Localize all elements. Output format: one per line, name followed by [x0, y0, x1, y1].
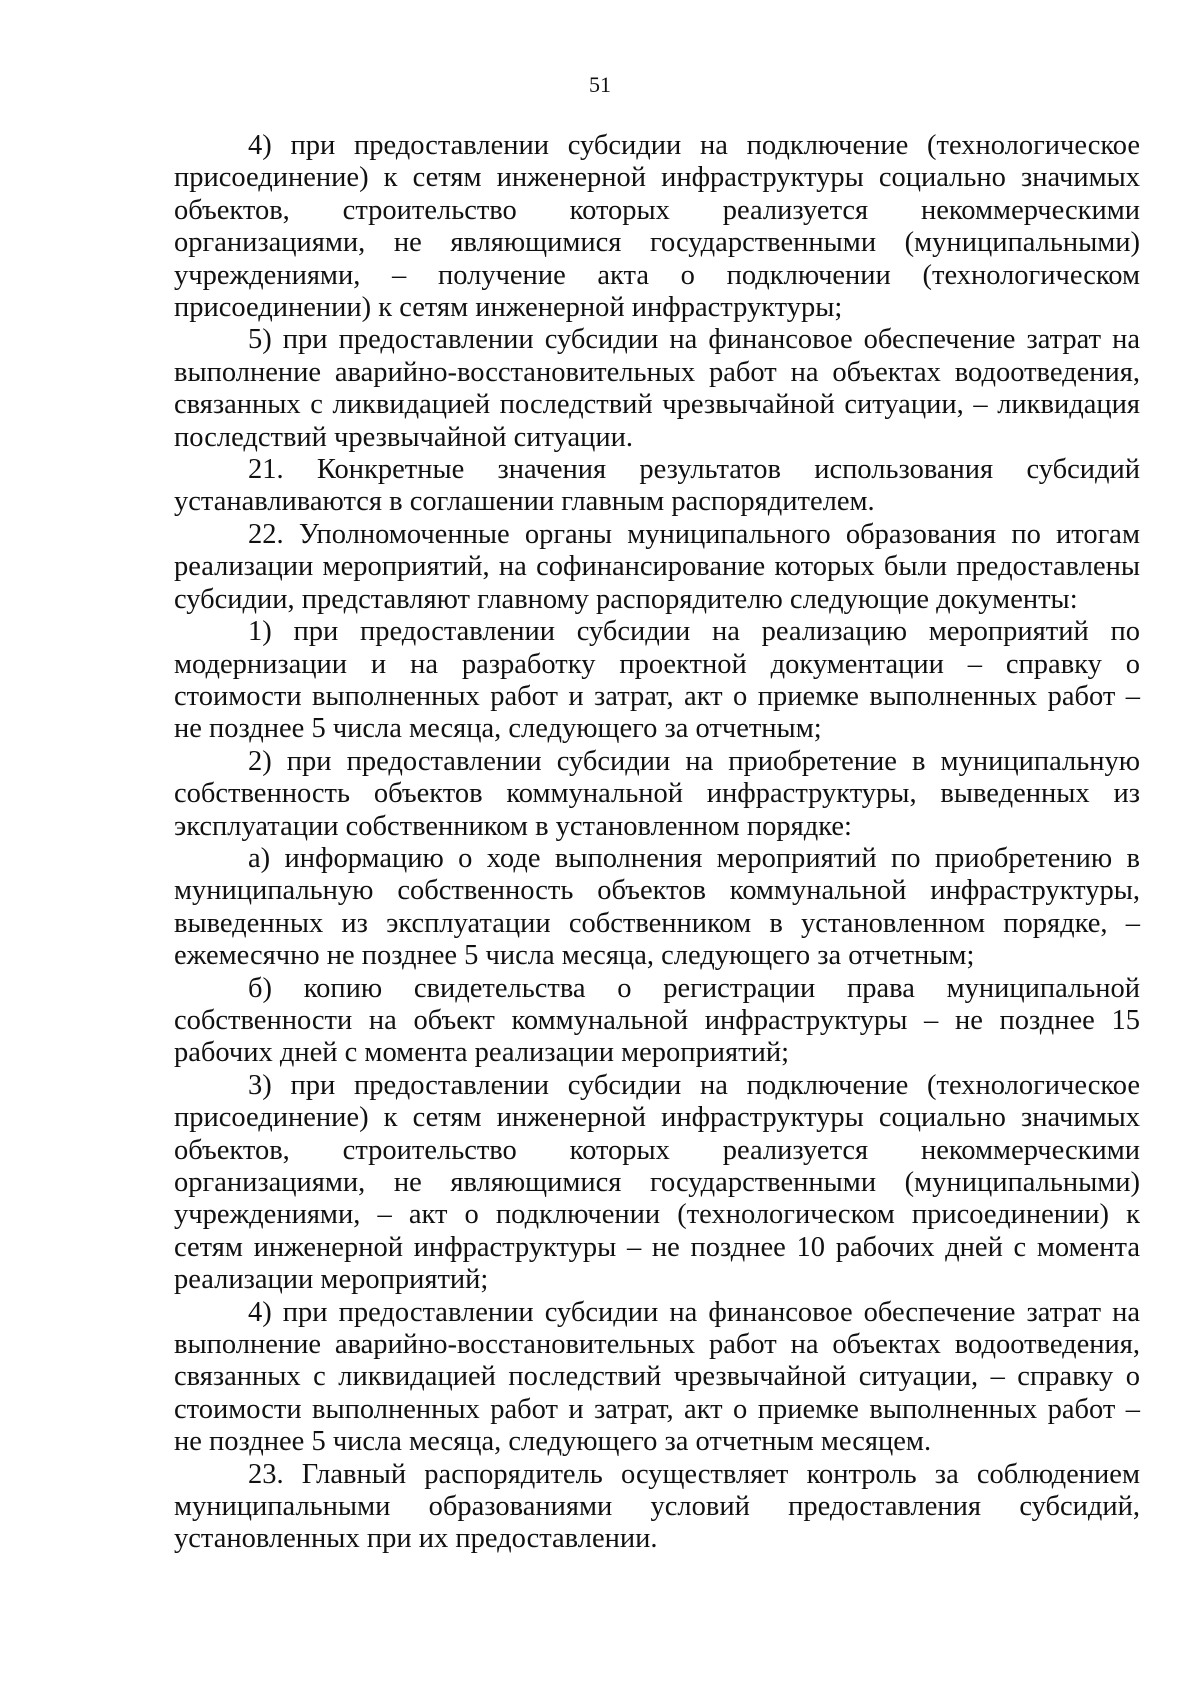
document-body [174, 130, 1140, 1556]
paragraph-clause-21: 21. Конкретные значения результатов использования субсидий устанавливаются в соглашении главным распорядителем. [174, 454, 1140, 518]
paragraph-clause-23: 23. Главный распорядитель осуществляет контроль за соблюдением муниципальными образованиями условий предоставления субсидий, установленных при их предоставлении. [174, 1458, 1140, 1555]
paragraph-item-3-connection-act: 3) при предоставлении субсидии на подключение (технологическое присоединение) к сетям инженерной инфраструктуры социально значимых объектов, строительство которых реализуется некоммерческими организациями, не являющимися государственными (муниципальными) учреждениями, – акт о подключении (технологическом присоединении) к сетям инженерной инфраструктуры – не позднее 10 рабочих дней с момента реализации мероприятий; [174, 1069, 1140, 1296]
paragraph-subitem-a-information: а) информацию о ходе выполнения мероприятий по приобретению в муниципальную собственность объектов коммунальной инфраструктуры, выведенных из эксплуатации собственником в установленном порядке, – ежемесячно не позднее 5 числа месяца, следующего за отчетным; [174, 842, 1140, 972]
paragraph-item-5-emergency-liquidation: 5) при предоставлении субсидии на финансовое обеспечение затрат на выполнение аварийно-восстановительных работ на объектах водоотведения, связанных с ликвидацией последствий чрезвычайной ситуации, – ликвидация последствий чрезвычайной ситуации. [174, 324, 1140, 453]
paragraph-item-2-acquisition: 2) при предоставлении субсидии на приобретение в муниципальную собственность объектов коммунальной инфраструктуры, выведенных из эксплуатации собственником в установленном порядке: [174, 745, 1140, 842]
paragraph-item-4-connection-receipt: 4) при предоставлении субсидии на подключение (технологическое присоединение) к сетям инженерной инфраструктуры социально значимых объектов, строительство которых реализуется некоммерческими организациями, не являющимися государственными (муниципальными) учреждениями, – получение акта о подключении (технологическом присоединении) к сетям инженерной инфраструктуры; [174, 130, 1140, 324]
page-number: 51 [589, 72, 611, 97]
paragraph-clause-22: 22. Уполномоченные органы муниципального образования по итогам реализации мероприятий, на софинансирование которых были предоставлены субсидии, представляют главному распорядителю следующие документы: [174, 518, 1140, 615]
paragraph-item-4-emergency-report: 4) при предоставлении субсидии на финансовое обеспечение затрат на выполнение аварийно-восстановительных работ на объектах водоотведения, связанных с ликвидацией последствий чрезвычайной ситуации, – справку о стоимости выполненных работ и затрат, акт о приемке выполненных работ – не позднее 5 числа месяца, следующего за отчетным месяцем. [174, 1296, 1140, 1458]
paragraph-item-1-modernization: 1) при предоставлении субсидии на реализацию мероприятий по модернизации и на разработку проектной документации – справку о стоимости выполненных работ и затрат, акт о приемке выполненных работ – не позднее 5 числа месяца, следующего за отчетным; [174, 616, 1140, 745]
paragraph-subitem-b-certificate: б) копию свидетельства о регистрации права муниципальной собственности на объект коммунальной инфраструктуры – не позднее 15 рабочих дней с момента реализации мероприятий; [174, 972, 1140, 1069]
